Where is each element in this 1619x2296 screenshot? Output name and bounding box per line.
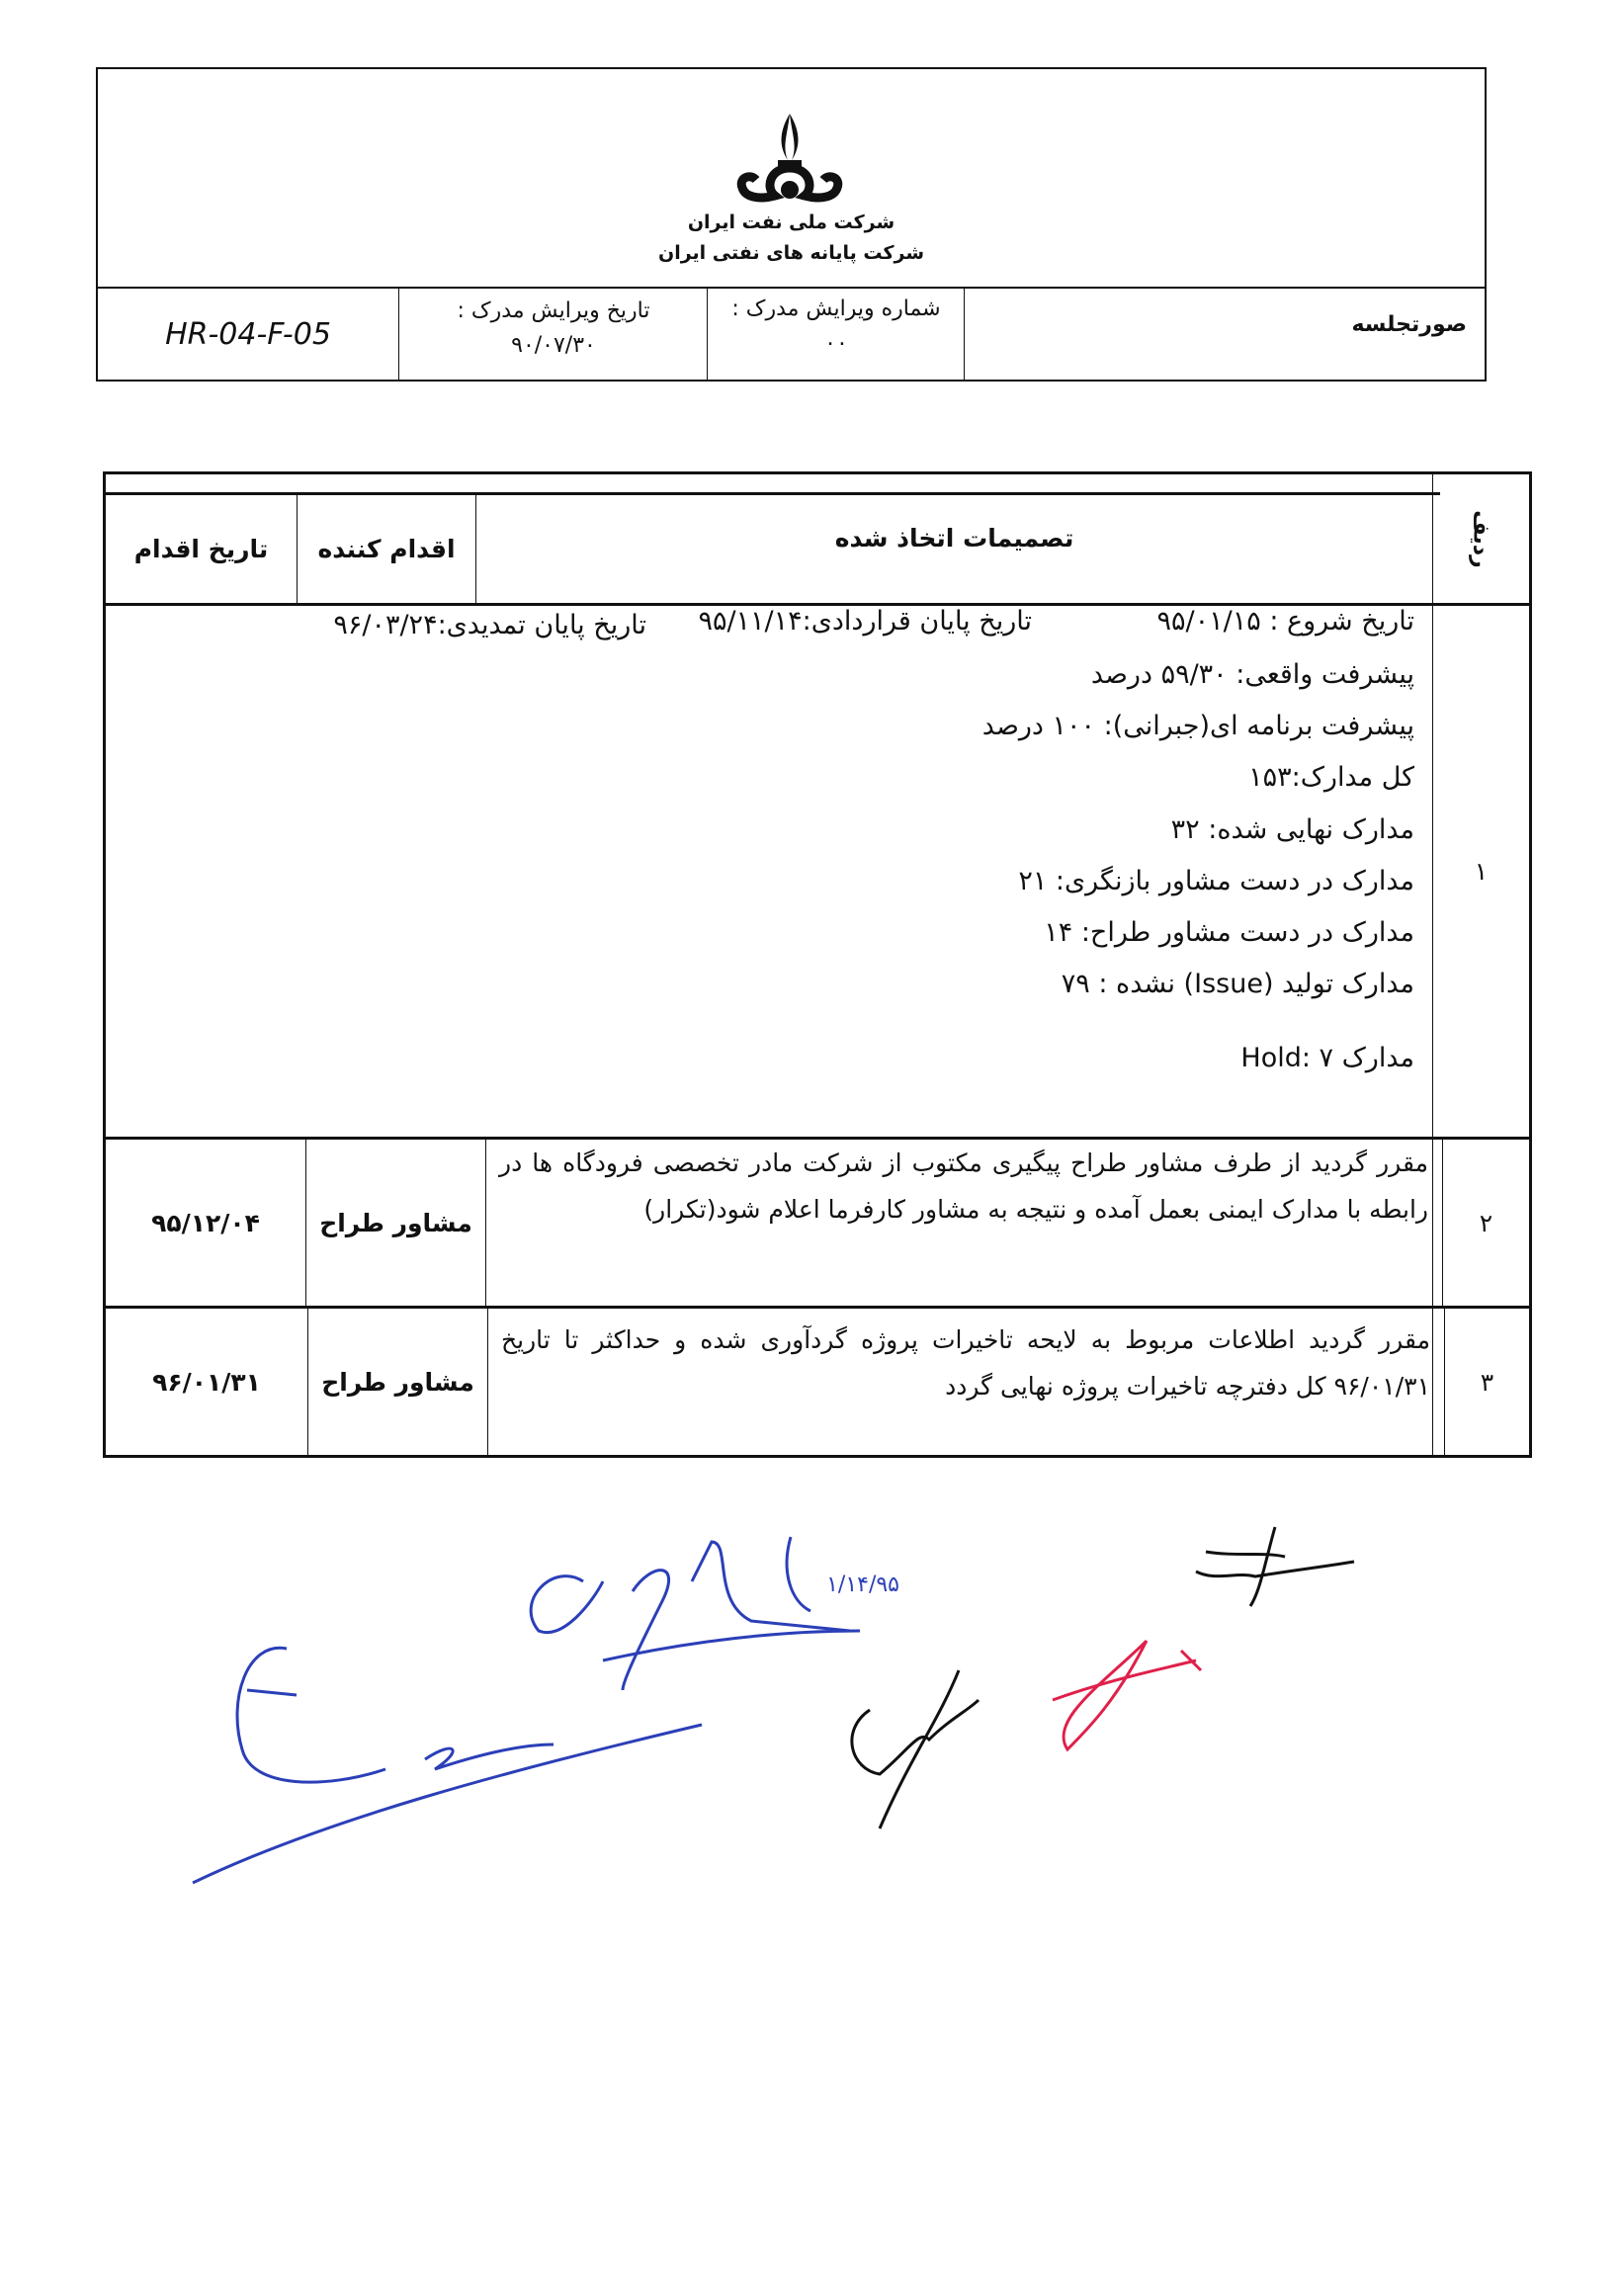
revision-number: ۰۰ [824,331,848,356]
signature-black-1 [852,1670,979,1828]
actual-progress: پیشرفت واقعی: ۵۹/۳۰ درصد [1090,659,1414,690]
total-documents: کل مدارک:۱۵۳ [1248,762,1414,793]
document-type: صورتجلسه [1351,312,1467,337]
signatures [0,1483,1619,1927]
decisions-table [103,471,1532,1458]
action-date: ۹۵/۱۲/۰۴ [151,1208,260,1237]
signature-red [1053,1641,1201,1749]
signature-blue-2 [531,1537,860,1690]
row-number: ۳ [1480,1367,1494,1397]
form-code: HR-04-F-05 [165,316,331,352]
signature-black-2 [1196,1527,1354,1606]
signature-date-note: ۱/۱۴/۹۵ [826,1573,899,1597]
column-header-actor: اقدام کننده [317,535,456,563]
row-number: ۲ [1479,1208,1493,1237]
unissued-documents: مدارک تولید (Issue) نشده : ۷۹ [1061,969,1414,999]
company-name-1: شرکت ملی نفت ایران [687,212,895,233]
table-row-3 [106,1309,1529,1455]
final-documents: مدارک نهایی شده: ۳۲ [1170,814,1414,845]
table-row-1 [106,606,1529,1137]
decision-text: مقرر گردید از طرف مشاور طراح پیگیری مکتوب از شرکت مادر تخصصی فرودگاه ها در رابطه با مدارک ایمنی بعمل آمده و نتیجه به مشاور کارفرما اعلام شود(تکرار) [499,1148,1428,1224]
revision-date: ۹۰/۰۷/۳۰ [511,333,596,358]
table-row-2 [106,1140,1529,1306]
column-header-row-number: ردیف [1468,509,1493,568]
extended-end-date: تاریخ پایان تمدیدی:۹۶/۰۳/۲۴ [333,610,646,640]
revision-date-label: تاریخ ویرایش مدرک : [457,298,650,323]
decision-text: مقرر گردید اطلاعات مربوط به لایحه تاخیرات پروژه گردآوری شده و حداکثر تا تاریخ ۹۶/۰۱/۳۱ کل دفترچه تاخیرات پروژه نهایی گردد [501,1325,1430,1401]
document-header [96,67,1487,382]
column-header-decisions: تصمیمات اتخاذ شده [834,524,1074,553]
row-number: ۱ [1474,857,1489,886]
contract-end-date: تاریخ پایان قراردادی:۹۵/۱۱/۱۴ [698,606,1032,637]
company-logo [730,109,849,208]
action-date: ۹۶/۰۱/۳۱ [152,1367,261,1397]
column-header-action-date: تاریخ اقدام [133,535,269,563]
hold-documents: مدارک Hold: ۷ [1240,1043,1414,1073]
designer-documents: مدارک در دست مشاور طراح: ۱۴ [1044,917,1414,948]
actor: مشاور طراح [319,1208,472,1237]
review-documents: مدارک در دست مشاور بازنگری: ۲۱ [1018,866,1414,896]
company-name-2: شرکت پایانه های نفتی ایران [657,242,925,264]
planned-progress: پیشرفت برنامه ای(جبرانی): ۱۰۰ درصد [981,711,1414,741]
actor: مشاور طراح [321,1367,474,1397]
start-date: تاریخ شروع : ۹۵/۰۱/۱۵ [1156,606,1414,637]
revision-number-label: شماره ویرایش مدرک : [731,297,941,321]
